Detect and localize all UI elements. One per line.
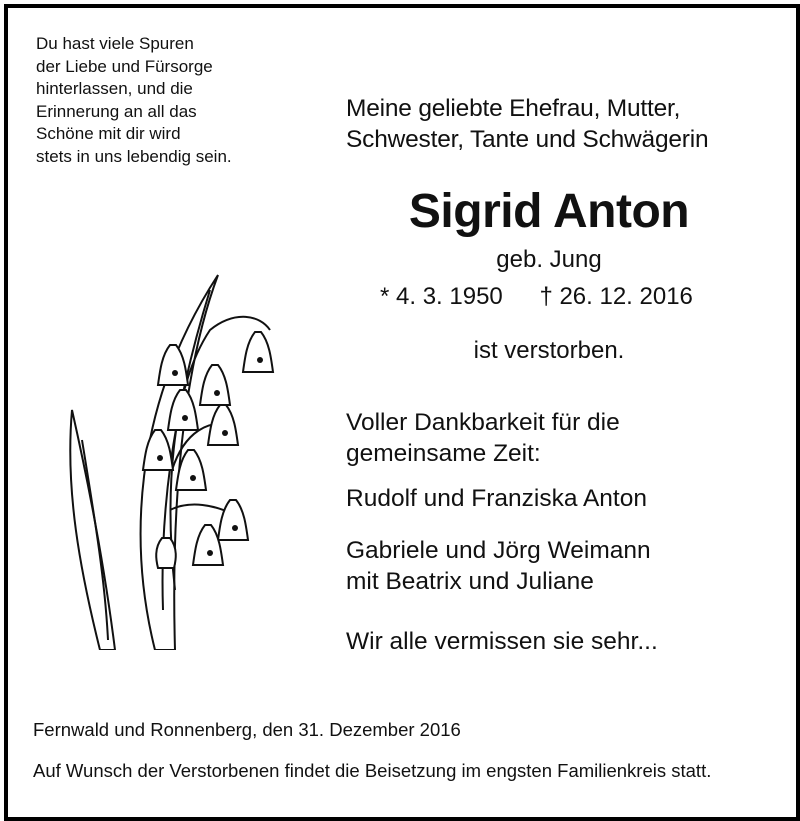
deceased-name: Sigrid Anton [408, 185, 690, 238]
passing-statement: ist verstorben. [473, 337, 625, 364]
lily-of-the-valley-icon [60, 270, 290, 650]
memorial-poem: Du hast viele Spuren der Liebe und Fürsorge hinterlassen, und die Erinnerung an all das Schöne mit dir wird stets in uns lebendig sein. [36, 34, 232, 166]
place-and-date: Fernwald und Ronnenberg, den 31. Dezember 2016 [33, 719, 461, 740]
gratitude-text: Voller Dankbarkeit für die gemeinsame Zeit: [346, 409, 620, 467]
birth-name: geb. Jung [496, 246, 602, 273]
mourner-family-2: Gabriele und Jörg Weimann mit Beatrix und Juliane [346, 537, 651, 595]
burial-note: Auf Wunsch der Verstorbenen findet die Beisetzung im engsten Familienkreis statt. [33, 760, 712, 781]
closing-line: Wir alle vermissen sie sehr... [346, 628, 658, 655]
mourner-family-1: Rudolf und Franziska Anton [346, 485, 647, 512]
life-dates [380, 283, 693, 311]
death-date: † 26. 12. 2016 [539, 283, 693, 310]
relationship-intro: Meine geliebte Ehefrau, Mutter, Schwester, Tante und Schwägerin [346, 95, 709, 153]
birth-date: * 4. 3. 1950 [380, 283, 503, 310]
